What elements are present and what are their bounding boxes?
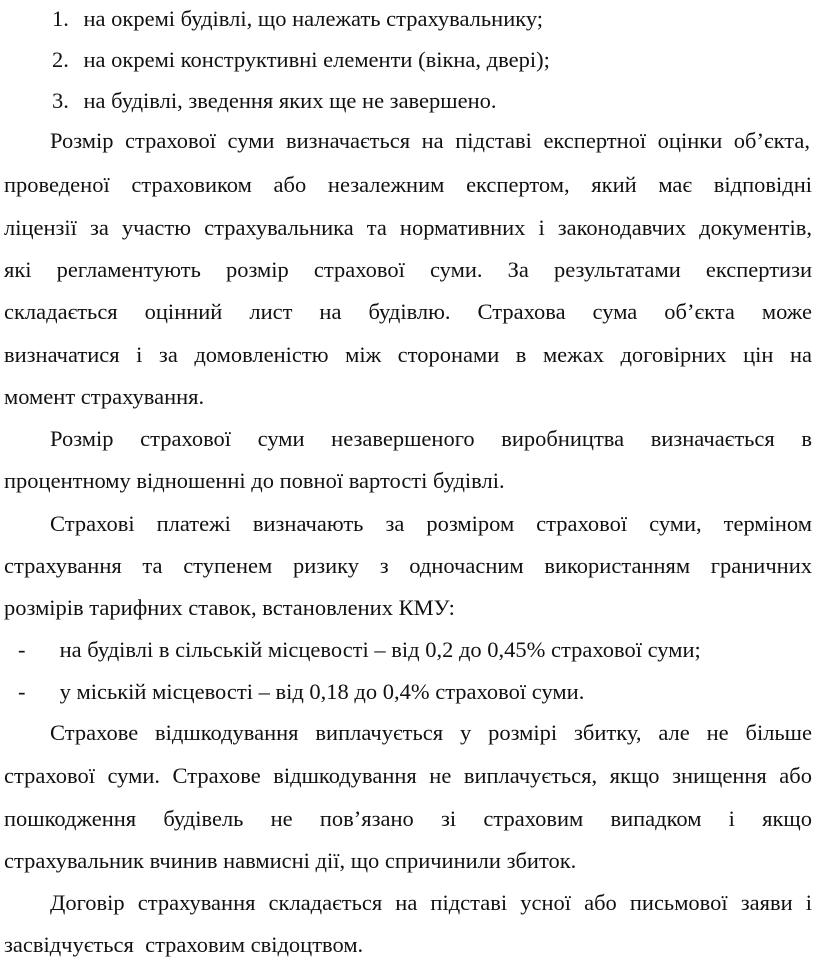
paragraph-line: розмірів тарифних ставок, встановлених КМУ:: [4, 595, 455, 620]
paragraph-line: страхової суми. Страхове відшкодування не виплачується, якщо знищення або: [4, 763, 812, 788]
paragraph-line: страхувальник вчинив навмисні дії, що спричинили збиток.: [4, 848, 577, 873]
paragraph-line: ліцензії за участю страхувальника та нормативних і законодавчих документів,: [4, 215, 812, 240]
paragraph-line: визначатися і за домовленістю між сторонами в межах договірних цін на: [4, 342, 812, 367]
list-marker: 2.: [52, 47, 69, 72]
list-marker: 1.: [52, 6, 69, 31]
list-marker: 3.: [52, 88, 69, 113]
list-item: [18, 639, 701, 662]
list-marker: -: [18, 679, 26, 704]
paragraph-line: які регламентують розмір страхової суми. За результатами експертизи: [4, 257, 812, 282]
paragraph-line: складається оцінний лист на будівлю. Страхова сума об’єкта може: [4, 299, 812, 324]
list-item-text: на окремі будівлі, що належать страхувальнику;: [83, 6, 544, 31]
list-item-text: на окремі конструктивні елементи (вікна, двері);: [83, 47, 550, 72]
paragraph-line: пошкодження будівель не пов’язано зі страховим випадком і якщо: [4, 806, 812, 831]
paragraph-line: Розмір страхової суми незавершеного виробництва визначається в: [50, 426, 812, 451]
paragraph-line: Розмір страхової суми визначається на підставі експертної оцінки об’єкта,: [50, 128, 810, 153]
paragraph-line: Страхові платежі визначають за розміром страхової суми, терміном: [50, 511, 812, 536]
list-item: [18, 681, 584, 704]
paragraph-line: Страхове відшкодування виплачується у розмірі збитку, але не більше: [50, 720, 812, 745]
list-item-text: на будівлі в сільській місцевості – від 0,2 до 0,45% страхової суми;: [59, 637, 701, 662]
paragraph-line: засвідчується страховим свідоцтвом.: [4, 932, 364, 957]
list-marker: -: [18, 637, 26, 662]
list-item: [52, 90, 497, 113]
paragraph-line: процентному відношенні до повної вартості будівлі.: [4, 468, 505, 493]
list-item-text: у міській місцевості – від 0,18 до 0,4% страхової суми.: [59, 679, 585, 704]
list-item: [52, 49, 550, 72]
list-item: [52, 8, 543, 31]
list-item-text: на будівлі, зведення яких ще не завершено.: [83, 88, 497, 113]
paragraph-line: Договір страхування складається на підставі усної або письмової заяви і: [50, 890, 812, 915]
paragraph-line: момент страхування.: [4, 384, 205, 409]
paragraph-line: проведеної страховиком або незалежним експертом, який має відповідні: [4, 172, 812, 197]
paragraph-line: страхування та ступенем ризику з одночасним використанням граничних: [4, 553, 812, 578]
